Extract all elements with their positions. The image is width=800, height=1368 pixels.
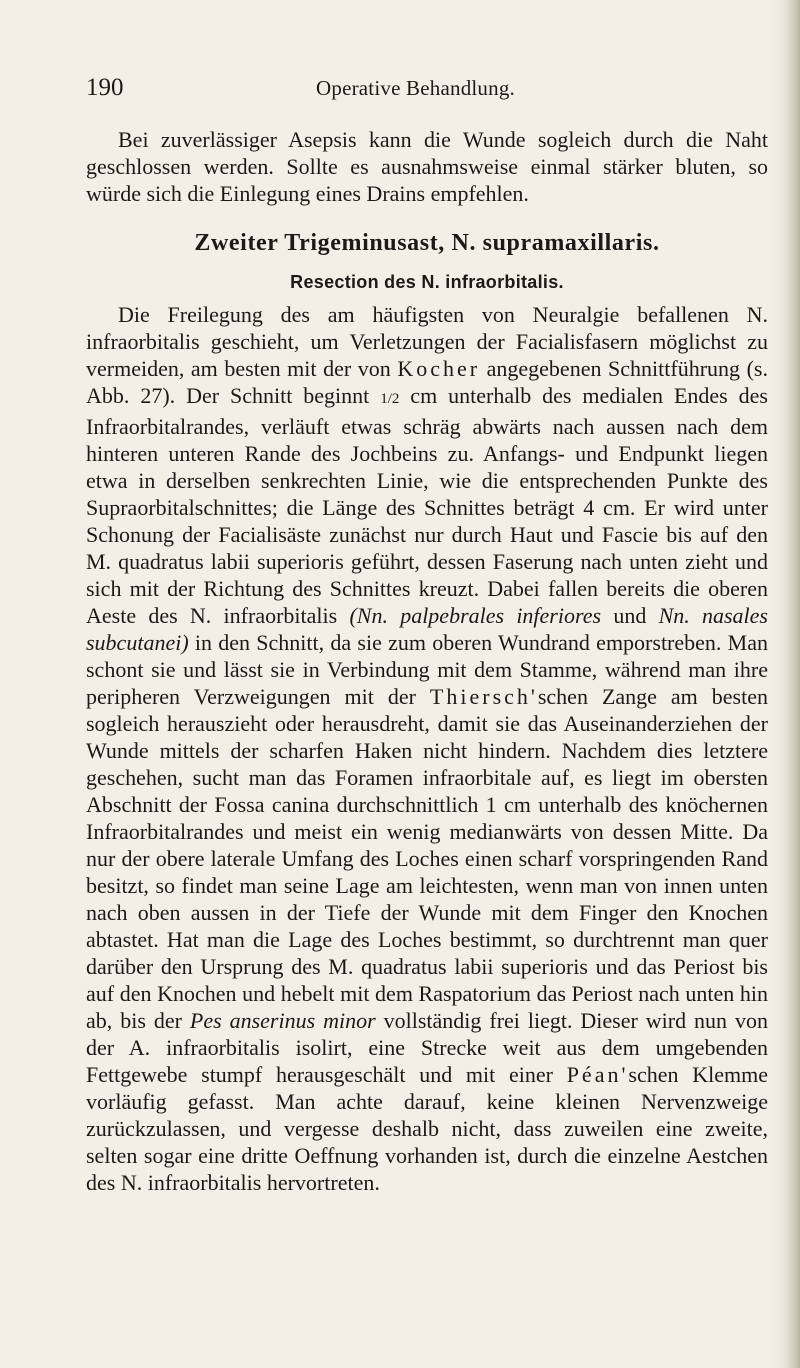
author-name-pean: Péan' bbox=[566, 1062, 629, 1087]
italic-nerve-names: (Nn. palpebrales inferiores bbox=[349, 603, 602, 628]
text-run: cm unterhalb des medialen Endes des Infraorbitalrandes, verläuft etwas schräg abwärts nach aussen nach dem hinteren unteren Rande des Jochbeins zu. Anfangs- und Endpunkt liegen etwa in derselben senkrechten Linie, wie die entsprechenden Punkte des Supraorbitalschnittes; die Länge des Schnittes beträgt 4 cm. Er wird unter Schonung der Facialisäste zunächst nur durch Haut und Fascie bis auf den M. quadratus labii superioris geführt, dessen Faserung nach unten zieht und sich mit der Richtung des Schnittes kreuzt. Dabei fallen bereits die oberen Aeste des N. infraorbitalis bbox=[86, 383, 768, 628]
running-title: Operative Behandlung. bbox=[316, 76, 515, 100]
intro-paragraph: Bei zuverlässiger Asepsis kann die Wunde sogleich durch die Naht geschlossen werden. Sollte es ausnahmsweise einmal stärker bluten, so würde sich die Einlegung eines Drains empfehlen. bbox=[86, 127, 768, 206]
page-header bbox=[86, 74, 766, 114]
section-subtitle: Resection des N. infraorbitalis. bbox=[290, 272, 564, 292]
text-run: schen Zange am besten sogleich herauszieht oder herausdreht, damit sie das Auseinanderziehen der Wunde mittels der scharfen Haken nicht hindern. Nachdem dies letztere geschehen, sucht man das Foramen infraorbitale auf, es liegt im obersten Abschnitt der Fossa canina durchschnittlich 1 cm unterhalb des knöchernen Infraorbitalrandes und meist ein wenig medianwärts von dessen Mitte. Da nur der obere laterale Umfang des Loches einen scharf vorspringenden Rand besitzt, so findet man seine Lage am leichtesten, wenn man von innen unten nach oben aussen in der Tiefe der Wunde mit dem Finger den Knochen abtastet. Hat man die Lage des Loches bestimmt, so durchtrennt man quer darüber den Ursprung des M. quadratus labii superioris und das Periost bis auf den Knochen und hebelt mit dem Raspatorium das Periost nach unten hin ab, bis der bbox=[86, 684, 768, 1033]
main-paragraph bbox=[86, 301, 768, 1196]
italic-pes-anserinus: Pes anserinus minor bbox=[189, 1008, 376, 1033]
italic-nerve-names-nasales: Nn. nasales subcutanei) bbox=[86, 603, 768, 655]
text-run: vollständig frei liegt. Dieser wird nun von der A. infraorbitalis isolirt, eine Strecke weit aus dem umgebenden Fettgewebe stumpf herausgeschält und mit einer bbox=[86, 1008, 768, 1087]
text-run: Die Freilegung des am häufigsten von Neuralgie befallenen N. infraorbitalis geschieht, um Verletzungen der Facialisfasern möglichst zu vermeiden, am besten mit der von bbox=[86, 302, 768, 381]
text-run: angegebenen Schnittführung (s. Abb. 27). Der Schnitt beginnt bbox=[86, 356, 768, 408]
author-name-kocher: Kocher bbox=[397, 356, 481, 381]
section-title: Zweiter Trigeminusast, N. supramaxillaris. bbox=[194, 230, 660, 256]
author-name-thiersch: Thiersch' bbox=[429, 684, 538, 709]
page-body bbox=[86, 126, 768, 1196]
page-number: 190 bbox=[86, 74, 124, 101]
text-run: und bbox=[601, 603, 659, 628]
text-run: in den Schnitt, da sie zum oberen Wundrand emporstreben. Man schont sie und lässt sie in Verbindung mit dem Stamme, während man ihre peripheren Verzweigungen mit der bbox=[86, 630, 768, 709]
text-run: schen Klemme vorläufig gefasst. Man achte darauf, keine kleinen Nervenzweige zurückzulassen, und vergesse deshalb nicht, dass zuweilen eine zweite, selten sogar eine dritte Oeffnung vorhanden ist, durch die einzelne Aestchen des N. infraorbitalis hervortreten. bbox=[86, 1062, 768, 1195]
fraction-half: 1/2 bbox=[380, 391, 400, 407]
page-edge-shadow bbox=[774, 0, 800, 1368]
